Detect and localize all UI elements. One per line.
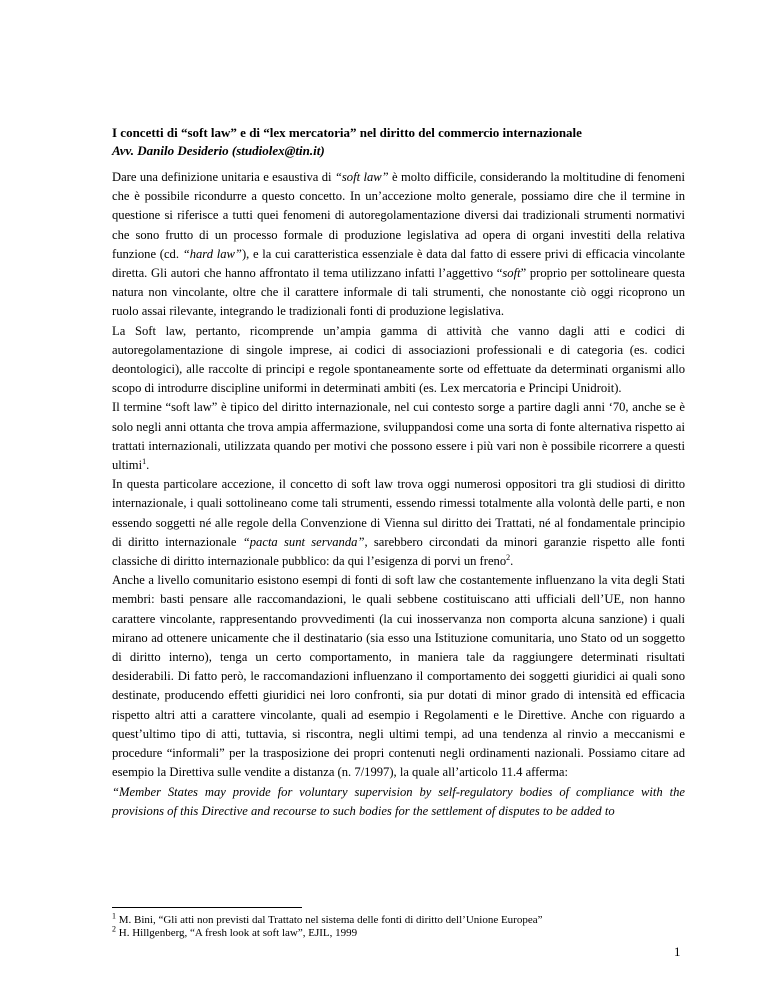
footnote-separator bbox=[112, 907, 302, 908]
footnote-ref-2[interactable]: 2 bbox=[506, 552, 511, 562]
page-number: 1 bbox=[674, 944, 681, 959]
footnote-ref-1[interactable]: 1 bbox=[142, 456, 147, 466]
footnote-number: 1 bbox=[112, 911, 116, 921]
footnote-number: 2 bbox=[112, 924, 116, 934]
body-text bbox=[112, 168, 685, 821]
paragraph-3: Il termine “soft law” è tipico del diritto internazionale, nel cui contesto sorge a partire dagli anni ‘70, anche se è solo negli anni ottanta che trova ampia affermazione, sviluppandosi come una sorta di fonte alternativa rispetto ai trattati internazionali, utilizzata quando per motivi che possono essere i più vari non è possibile ricorrere a questi ultimi$^1$. bbox=[112, 400, 685, 473]
paragraph-5: Anche a livello comunitario esistono esempi di fonti di soft law che costantemente influenzano la vita degli Stati membri: basti pensare alle raccomandazioni, le quali sebbene costituiscano atti ufficiali dell’UE, non hanno carattere vincolante, rappresentando provvedimenti (la cui inosservanza non comporta alcuna sanzione) i quali mirano ad ottenere unicamente che il destinatario (sia esso una Istituzione comunitaria, uno Stato od un soggetto di diritto interno), tenga un certo comportamento, in maniera tale da raggiungere determinati risultati desiderabili. Di fatto però, le raccomandazioni influenzano il comportamento dei soggetti giuridici ai quali sono destinate, producendo effetti giuridici nei loro confronti, sia pur dotati di minor grado di intensità ed efficacia rispetto altri atti a carattere vincolante, quali ad esempio i Regolamenti e le Direttive. Anche con riguardo a quest’ultimo tipo di atti, tuttavia, si riscontra, negli ultimi tempi, ad una tendenza al rinvio a meccanismi e procedure “informali” per la trasposizione dei propri contenuti negli ordinamenti nazionali. Possiamo citare ad esempio la Direttiva sulle vendite a distanza (n. 7/1997), la quale all’articolo 11.4 afferma: bbox=[112, 573, 685, 780]
page-title: I concetti di “soft law” e di “lex mercatoria” nel diritto del commercio internazionale bbox=[112, 125, 582, 140]
footnote-1 bbox=[112, 911, 712, 927]
directive-quote: “Member States may provide for voluntary supervision by self-regulatory bodies of compliance with the provisions of this Directive and recourse to such bodies for the settlement of disputes to be added to bbox=[112, 784, 685, 818]
footnote-text: H. Hillgenberg, “A fresh look at soft law”, EJIL, 1999 bbox=[116, 927, 358, 939]
paragraph-4: In questa particolare accezione, il concetto di soft law trova oggi numerosi oppositori tra gli studiosi di diritto internazionale, i quali sottolineano come tali strumenti, essendo rimessi totalmente alla volontà delle parti, e non essendo soggetti né alle regole della Convenzione di Vienna sul diritto dei Trattati, né al fondamentale principio di diritto internazionale “pacta sunt servanda”, sarebbero circondati da minori garanzie rispetto alle fonti classiche di diritto internazionale pubblico: da qui l’esigenza di porvi un freno$^2$. bbox=[112, 477, 685, 569]
footnote-text: M. Bini, “Gli atti non previsti dal Trattato nel sistema delle fonti di diritto dell’Unione Europea” bbox=[116, 914, 543, 926]
author-line: Avv. Danilo Desiderio (studiolex@tin.it) bbox=[112, 143, 325, 158]
footnote-2 bbox=[112, 924, 712, 940]
paragraph-1: Dare una definizione unitaria e esaustiva di “soft law” è molto difficile, considerando la moltitudine di fenomeni che è possibile ricondurre a questo concetto. In un’accezione molto generale, possiamo dire che il termine in questione si riferisce a tutti quei fenomeni di autoregolamentazione diversi dai tradizionali strumenti normativi che sono frutto di un processo formale di produzione legislativa ad opera di organi investiti della relativa funzione (cd. “hard law”), e la cui caratteristica essenziale è data dal fatto di essere privi di efficacia vincolante diretta. Gli autori che hanno affrontato il tema utilizzano infatti l’aggettivo “soft” proprio per sottolineare questa natura non vincolante, oltre che il carattere informale di tali strumenti, che nonostante ciò oggi ricoprono un ruolo assai rilevante, integrando le tradizionali fonti di produzione legislativa. bbox=[112, 170, 685, 319]
paragraph-2: La Soft law, pertanto, ricomprende un’ampia gamma di attività che vanno dagli atti e codici di autoregolamentazione di singole imprese, ai codici di associazioni professionali e di categoria (es. codici deontologici), alle raccolte di principi e regole spontaneamente sorte od effettuate da determinati organismi allo scopo di introdurre discipline uniformi in determinati ambiti (es. Lex mercatoria e Principi Unidroit). bbox=[112, 323, 685, 396]
